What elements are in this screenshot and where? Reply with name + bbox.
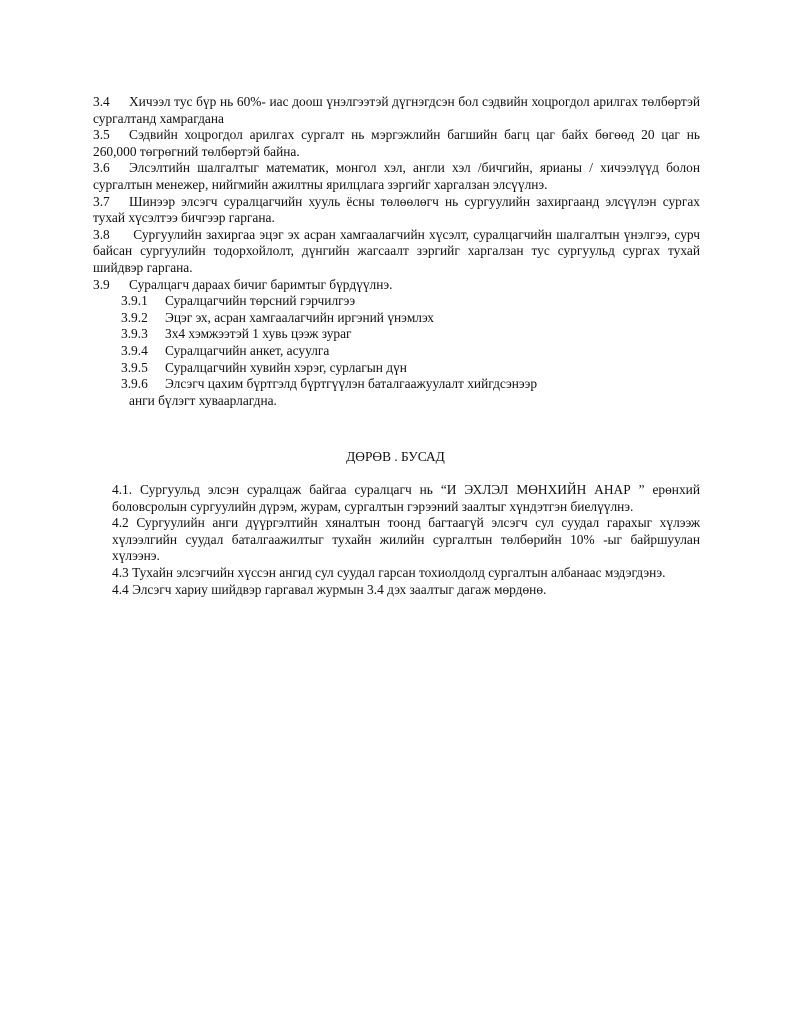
list-item-text: Эцэг эх, асран хамгаалагчийн иргэний үнэмлэх (165, 309, 434, 325)
section-3-body (93, 94, 700, 409)
clause-number: 3.8 (93, 226, 110, 242)
clause-text: Хичээл тус бүр нь 60%- иас доош үнэлгээтэй дүгнэгдсэн бол сэдвийн хоцрогдол арилгах төлбөртэй сургалтанд хамрагдана (93, 94, 700, 126)
section-4-body (112, 482, 700, 598)
clause-4-3: 4.3 Тухайн элсэгчийн хүссэн ангид сул суудал гарсан тохиолдолд сургалтын албанаас мэдэгдэнэ. (112, 564, 666, 580)
list-item-text: Суралцагчийн төрсний гэрчилгээ (165, 293, 356, 309)
list-item (121, 310, 700, 327)
list-item (121, 343, 700, 360)
clause-text: Сургуулийн захиргаа эцэг эх асран хамгаалагчийн хүсэлт, суралцагчийн шалгалтын үнэлгээ, сурч байсан сургуулийн тодорхойлолт, дүнгийн жагсаалт зэргийг харгалзан тус сургуульд сургах тухай шийдвэр гаргана. (93, 226, 700, 275)
clause-number: 3.9 (93, 276, 110, 292)
clause-3-4 (93, 94, 700, 127)
list-item-number: 3.9.2 (121, 309, 148, 325)
list-item (121, 326, 700, 343)
list-continuation: анги бүлэгт хуваарлагдна. (129, 392, 277, 408)
list-item (121, 293, 700, 310)
clause-4-4: 4.4 Элсэгч хариу шийдвэр гаргавал журмын 3.4 дэх заалтыг дагаж мөрдөнө. (112, 581, 547, 597)
clause-number: 3.6 (93, 160, 110, 176)
list-item (121, 360, 700, 377)
clause-text: Сэдвийн хоцрогдол арилгах сургалт нь мэргэжлийн багшийн багц цаг байх бөгөөд 20 цаг нь 260,000 төгрөгний төлбөртэй байна. (93, 127, 700, 159)
clause-3-5 (93, 127, 700, 160)
list-item-text: 3х4 хэмжээтэй 1 хувь цээж зураг (165, 326, 352, 342)
list-item-number: 3.9.4 (121, 342, 148, 358)
list-item-text: Элсэгч цахим бүртгэлд бүртгүүлэн баталгаажуулалт хийгдсэнээр (165, 376, 538, 392)
clause-3-8 (93, 227, 700, 277)
list-item-number: 3.9.1 (121, 293, 148, 309)
clause-4-2: 4.2 Сургуулийн анги дүүргэлтийн хяналтын тоонд багтаагүй элсэгч сул суудал гарахыг хүлээж хүлээлгийн суудал баталгаажилтыг тухайн жилийн сургалтын төлбөрийн 10% -ыг байршуулан хүлээнэ. (112, 515, 700, 564)
clause-text: Суралцагч дараах бичиг баримтыг бүрдүүлнэ. (129, 276, 393, 292)
clause-number: 3.7 (93, 193, 110, 209)
list-item (121, 376, 700, 393)
list-item-number: 3.9.5 (121, 359, 148, 375)
list-item-text: Суралцагчийн хувийн хэрэг, сурлагын дүн (165, 359, 407, 375)
clause-3-6 (93, 160, 700, 193)
list-item-number: 3.9.6 (121, 376, 148, 392)
list-item-number: 3.9.3 (121, 326, 148, 342)
section-4-heading: ДӨРӨВ . БУСАД (346, 449, 445, 464)
clause-text: Элсэлтийн шалгалтыг математик, монгол хэл, англи хэл /бичгийн, ярианы / хичээлүүд болон сургалтын менежер, нийгмийн ажилтны ярилцлага зэргийг харгалзан элсүүлнэ. (93, 160, 700, 192)
list-item-text: Суралцагчийн анкет, асуулга (165, 342, 330, 358)
document-list (121, 293, 700, 393)
clause-text: Шинээр элсэгч суралцагчийн хууль ёсны төлөөлөгч нь сургуулийн захиргаанд элсүүлэн сургах тухай хүсэлтээ бичгээр гаргана. (93, 193, 700, 226)
clause-number: 3.4 (93, 94, 110, 109)
clause-4-1: 4.1. Сургуульд элсэн суралцаж байгаа суралцагч нь “И ЭХЛЭЛ МӨНХИЙН АНАР ” ерөнхий боловсролын сургуулийн дүрэм, журам, сургалтын гэрээний заалтыг хүндэтгэн биелүүлнэ. (112, 482, 700, 514)
clause-3-9 (93, 277, 700, 294)
clause-number: 3.5 (93, 127, 110, 143)
clause-3-7 (93, 194, 700, 227)
